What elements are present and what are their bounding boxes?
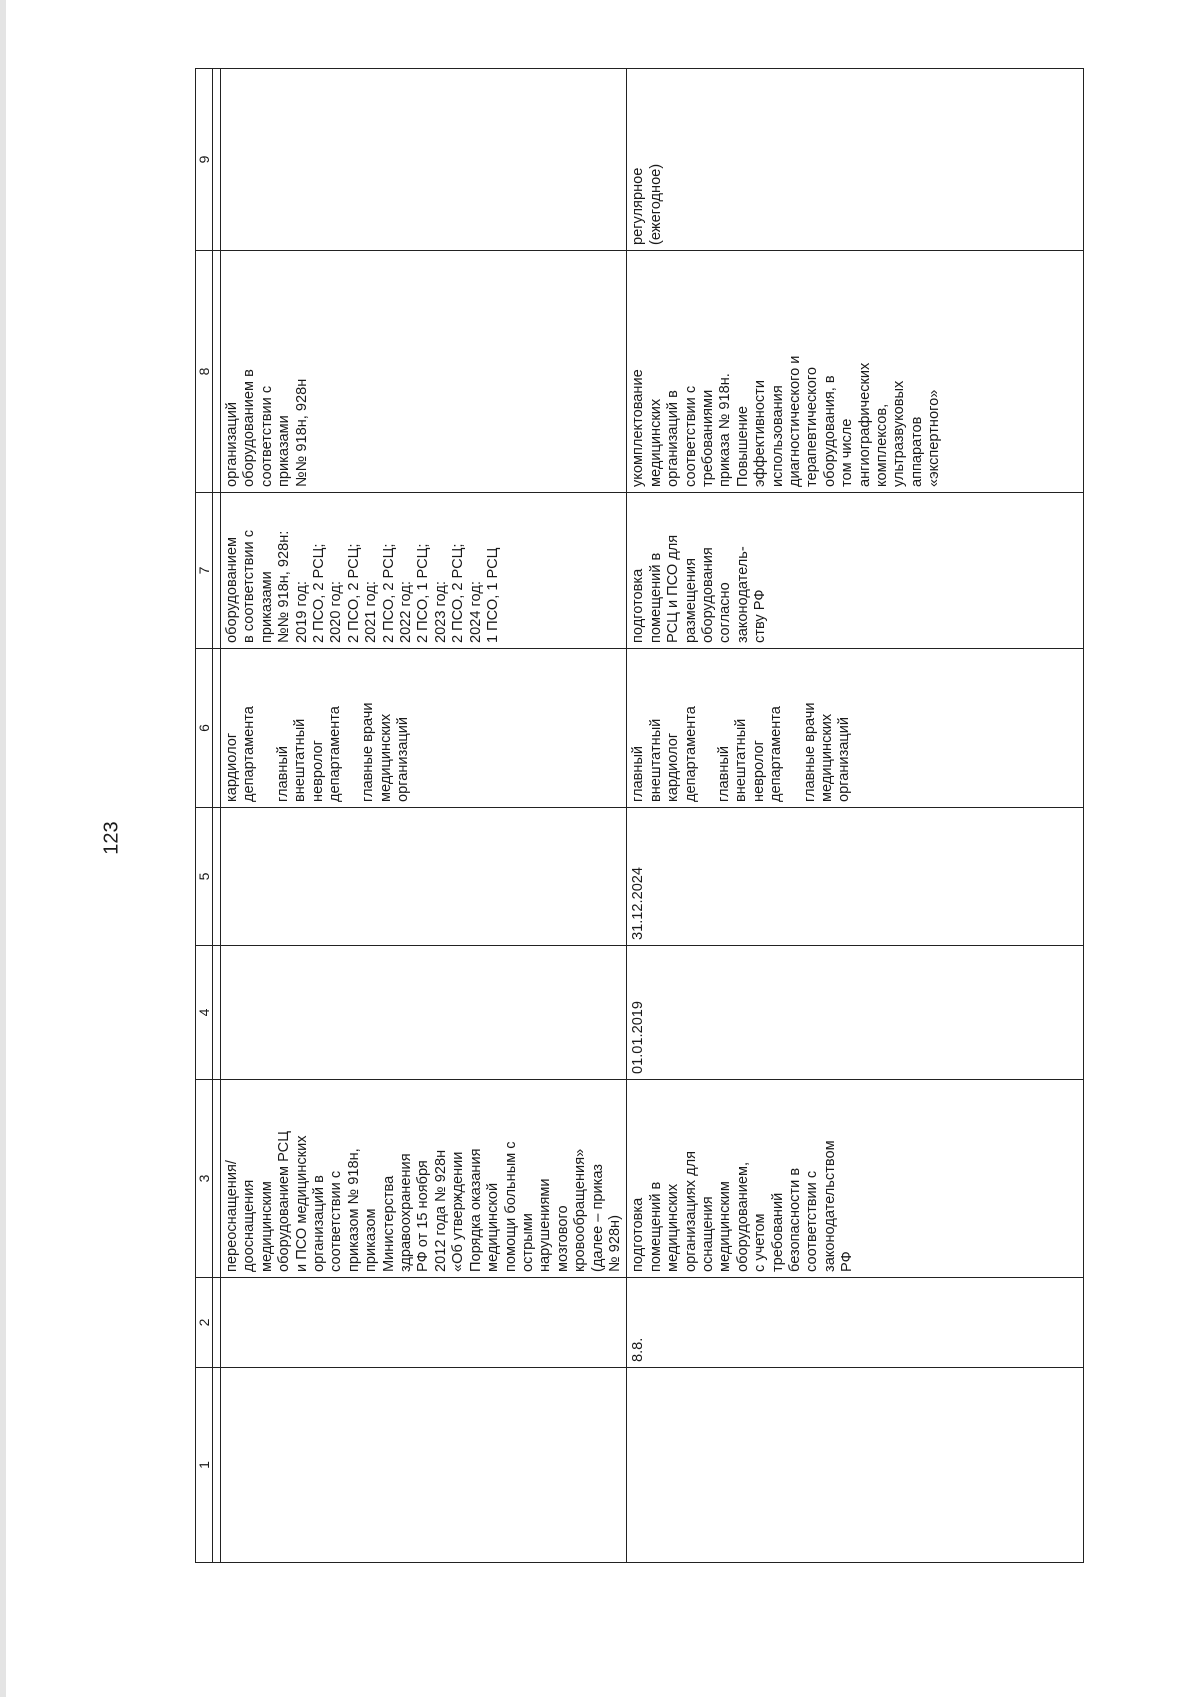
responsible-c: главные врачи медицинских организаций: [360, 702, 412, 802]
col-header-5: 5: [196, 808, 213, 946]
cell-col5: 31.12.2024: [627, 808, 1084, 946]
table-row: [221, 69, 627, 1563]
col-header-2: 2: [196, 1278, 213, 1368]
col-header-3: 3: [196, 1080, 213, 1278]
rotated-table-container: [195, 69, 1084, 1563]
cell-col3: переоснащения/ дооснащения медицинским оборудованием РСЦ и ПСО медицинских организаций в соответствии с приказом № 918н, приказом Министерства здравоохранения РФ от 15 ноября 2012 года № 928н «Об утверждении Порядка оказания медицинской помощи больным с острыми нарушениями мозгового кровообращения» (далее – приказ № 928н): [221, 1080, 627, 1278]
cell-col2: [221, 1278, 627, 1368]
gap-cell: [213, 808, 221, 946]
page-number: 123: [100, 821, 123, 855]
gap-cell: [213, 946, 221, 1080]
responsible-c: главные врачи медицинских организаций: [801, 702, 853, 802]
responsible-b: главный внештатный невролог департамента: [715, 706, 785, 802]
col-header-1: 1: [196, 1368, 213, 1563]
cell-col7: подготовка помещений в РСЦ и ПСО для размещения оборудования согласно законодатель- ству РФ: [627, 493, 1084, 649]
header-gap-row: [213, 69, 221, 1563]
cell-col3: подготовка помещений в медицинских организациях для оснащения медицинским оборудованием, с учетом требований безопасности в соответствии с законодательством РФ: [627, 1080, 1084, 1278]
column-number-row: [196, 69, 213, 1563]
table-row: [627, 69, 1084, 1563]
gap-cell: [213, 1368, 221, 1563]
cell-col4: 01.01.2019: [627, 946, 1084, 1080]
gap-cell: [213, 493, 221, 649]
responsible-a: главный внештатный кардиолог департамента: [630, 706, 699, 802]
col-header-4: 4: [196, 946, 213, 1080]
responsible-a: кардиолог департамента: [224, 706, 258, 802]
col-header-6: 6: [196, 649, 213, 808]
cell-col4: [221, 946, 627, 1080]
cell-col9: [221, 69, 627, 251]
gap-cell: [213, 1080, 221, 1278]
gap-cell: [213, 649, 221, 808]
responsible-b: главный внештатный невролог департамента: [274, 706, 344, 802]
gap-cell: [213, 251, 221, 493]
col-header-7: 7: [196, 493, 213, 649]
cell-col5: [221, 808, 627, 946]
scan-edge-shadow: [0, 0, 6, 1697]
cell-col7: оборудованием в соответствии с приказами №№ 918н, 928н: 2019 год: 2 ПСО, 2 РСЦ; 2020 год: 2 ПСО, 2 РСЦ; 2021 год: 2 ПСО, 2 РСЦ; 2022 год: 2 ПСО, 1 РСЦ; 2023 год: 2 ПСО, 2 РСЦ; 2024 год: 1 ПСО, 1 РСЦ: [221, 493, 627, 649]
gap-cell: [213, 1278, 221, 1368]
cell-col1: [221, 1368, 627, 1563]
cell-col6: [221, 649, 627, 808]
cell-col8: организаций оборудованием в соответствии с приказами №№ 918н, 928н: [221, 251, 627, 493]
cell-col8: укомплектование медицинских организаций в соответствии с требованиями приказа № 918н. Повышение эффективности использования диагностического и терапевтического оборудования, в том числе ангиографических комплексов, ультразвуковых аппаратов «экспертного»: [627, 251, 1084, 493]
cell-col1: [627, 1368, 1084, 1563]
plan-table: [195, 68, 1084, 1563]
cell-col6: [627, 649, 1084, 808]
cell-col9: регулярное (ежегодное): [627, 69, 1084, 251]
col-header-9: 9: [196, 69, 213, 251]
cell-col2: 8.8.: [627, 1278, 1084, 1368]
col-header-8: 8: [196, 251, 213, 493]
gap-cell: [213, 69, 221, 251]
